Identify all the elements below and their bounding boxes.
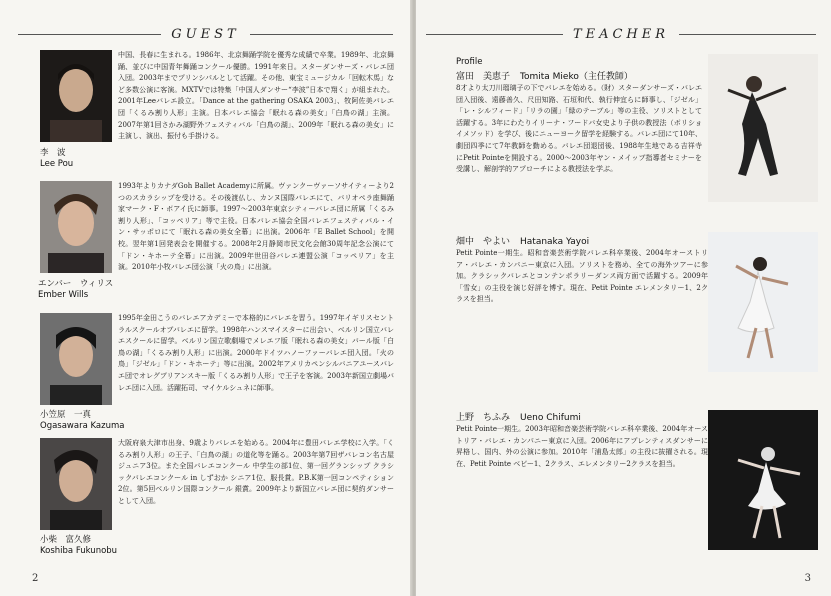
teacher-photo-hatanaka xyxy=(708,232,818,372)
profile-label: Profile xyxy=(456,57,483,67)
teacher-name-ueno xyxy=(456,410,581,423)
guest-name-ember-wills xyxy=(38,279,113,301)
name-en: Koshiba Fukunobu xyxy=(40,546,118,556)
dancer-image xyxy=(708,232,818,372)
portrait-image xyxy=(40,50,112,142)
portrait-image xyxy=(40,181,112,273)
page-number-left: 2 xyxy=(32,573,39,584)
name-en: Lee Pou xyxy=(40,159,74,169)
name-jp: 畑中 やよい xyxy=(456,237,511,247)
teacher-bio-ueno: Petit Pointe一期生。2003年昭和音楽芸術学院バレエ科卒業後、2004年オーストリア・バレエ・カンパニー東京に入団。2006年にアプレンティスダンサーに昇格し、国内、外の公演に参加。2010年「浦島太郎」の主役に抜擢される。現在、Petit Pointe ベビー1、2クラス、エレメンタリー2クラスを担当。 xyxy=(456,425,708,468)
name-en: Ueno Chifumi xyxy=(520,413,581,423)
dancer-image xyxy=(708,54,818,202)
teacher-bio-tomita: 8才より太刀川瑠璃子の下でバレエを始める。（財）スターダンサーズ・バレエ団入団後、遠藤善久、尺田知路、石垣和代、執行伸宜らに師事し、「ジゼル」「レ・シルフィード」「リラの園」「緑のテーブル」等の主役、ソリストとして活躍する。3年にわたりイリーナ・フードバ女史より子供の教授法（ボリショイメソッド）を学び、後にニューヨーク留学を経験する。バレエ団にて10年、劇団四季にて7年教師を勤める。バレエ団退団後、1988年生地である吉祥寺にPetit Pointeを開設する。2000～2003年ヤン・メイッブ指導者セミナーを受講し、解剖学的アプローチによる教授法を学ぶ。 xyxy=(456,84,702,174)
guest-header xyxy=(18,24,393,44)
name-en: Tomita Mieko（主任教師） xyxy=(520,72,633,82)
guest-photo-lee-pou xyxy=(40,50,112,142)
guest-title: GUEST xyxy=(171,26,240,42)
guest-bio-koshiba-fukunobu: 大阪府泉大津市出身、9歳よりバレエを始める。2004年に豊田バレエ学校に入学。「くるみ割り人形」の王子、「白鳥の湖」の道化等を踊る。2003年第7回ザバレコン名古屋 ジュニア3位。また全国バレエコンクール 中学生の部1位、第一回グランシップ クラシックバレエコンクール in しずおか シニア1位、服長賞。P.B.K第一回コンペティション 2位。第5回ベルリン国際コンクール 銀賞。2009年より新国立バレエ団に契約ダンサーとして入団。 xyxy=(118,439,394,505)
guest-name-ogasawara-kazuma xyxy=(40,410,124,432)
name-en: Ember Wills xyxy=(38,290,89,300)
teacher-page xyxy=(416,0,831,596)
teacher-header xyxy=(426,24,816,44)
guest-photo-koshiba-fukunobu xyxy=(40,438,112,530)
header-rule-left xyxy=(426,34,563,35)
teacher-photo-ueno xyxy=(708,410,818,550)
guest-bio-ogasawara-kazuma: 1995年金田こうのバレエアカデミーで本格的にバレエを習う。1997年イギリスセントラルスクールオブバレエに留学。1998年ハンスマイスターに出会い、ベルリン国立バレエスクールに留学。ベルリン国立歌劇場でメレエフ版「眠れる森の美女」バール版「白鳥の湖」「くるみ割り人形」に出演。2000年ドイツハノーファーバレエ団入団。「火の鳥」「ジゼル」「ドン・キホーテ」等に出演。2002年アメリカペンシルバニアユースバレエ団でオレグブリアンスキー版「くるみ割り人形」で王子を客演。2003年新国立劇場バレエ団に入団。活躍拓司、マイケルシュネに師事。 xyxy=(118,314,394,392)
guest-photo-ember-wills xyxy=(40,181,112,273)
name-jp: 小柴 富久修 xyxy=(40,535,92,545)
header-rule-right xyxy=(250,34,393,35)
name-en: Ogasawara Kazuma xyxy=(40,421,125,431)
name-en: Hatanaka Yayoi xyxy=(520,237,590,247)
guest-name-lee-pou xyxy=(40,148,73,170)
name-jp: 小笠原 一真 xyxy=(40,410,92,420)
guest-page xyxy=(0,0,412,596)
guest-name-koshiba-fukunobu xyxy=(40,535,117,557)
guest-photo-ogasawara-kazuma xyxy=(40,313,112,405)
guest-bio-ember-wills: 1993年よりカナダGoh Ballet Academyに所属。ヴァンクーヴァーソサイティーより2つのスカラシップを受ける。その後渡仏し、カンヌ国際バレエにて、バリオペラ座舞踊家マーク・F・ボアイ氏に師事。1997～2003年東京シティーバレエ団に所属「くるみ割り人形」、「コッペリア」等で主役。日本バレエ協会全国バレエフェスティバル・イン・サッポロにて「眠れる森の美女全幕」に出演。2006年「E Ballet School」を開校。翌年第1回発表会を開催する。2008年2月静岡市民文化会館30周年記念公演にて「ドン・キホーテ全幕」に出演。2009年世田谷バレエ連盟公演「コッペリア」を主演。2010年小牧バレエ団公演「火の鳥」に出演。 xyxy=(118,182,394,272)
guest-bio-lee-pou: 中国、長春に生まれる。1986年、北京舞踊学院を優秀な成績で卒業。1989年、北京舞踊、並びに中国青年舞踊コンクール優勝。1991年来日。スターダンサーズ・バレエ団入団。2003年までプリンシパルとして活躍。その他、東宝ミュージカル「回転木馬」など多数公演に客演。MXTVでは特集「中国人ダンサー“李波”日本で翔く」が組まれた。2001年Leeバレエ設立。「Dance at the gathering OSAKA 2003」、牧阿佐美バレエ団「くるみ割り人形」主演。日本バレエ協会「眠れる森の美女」「白鳥の湖」主演。2007年第1回さかみ湖野外フェスティバル「白鳥の湖」、2009年「眠れる森の美女」に主演し、演出、振付も手掛ける。 xyxy=(118,51,394,141)
teacher-name-tomita xyxy=(456,69,633,82)
name-jp: 富田 美恵子 xyxy=(456,72,511,82)
name-jp: 上野 ちふみ xyxy=(456,413,511,423)
portrait-image xyxy=(40,438,112,530)
page-number-right: 3 xyxy=(804,573,811,584)
name-jp: エンバー ウィリス xyxy=(38,279,114,289)
teacher-name-hatanaka xyxy=(456,234,589,247)
teacher-title: TEACHER xyxy=(572,26,670,42)
name-jp: 李 波 xyxy=(40,148,66,158)
teacher-bio-hatanaka: Petit Pointe一期生。昭和音楽芸術学院バレエ科卒業後、2004年オーストリア・バレエ・カンパニー東京に入団。ソリストを務め、全ての海外ツアーに参加。クラシックバレエとコンテンポラリーダンス両方面で活躍する。2009年「雪女」の主役を演じ好評を博す。現在、Petit Pointe エレメンタリー1、2クラスを担当。 xyxy=(456,249,708,304)
dancer-image xyxy=(708,410,818,550)
portrait-image xyxy=(40,313,112,405)
teacher-photo-tomita xyxy=(708,54,818,202)
header-rule-left xyxy=(18,34,161,35)
header-rule-right xyxy=(679,34,816,35)
